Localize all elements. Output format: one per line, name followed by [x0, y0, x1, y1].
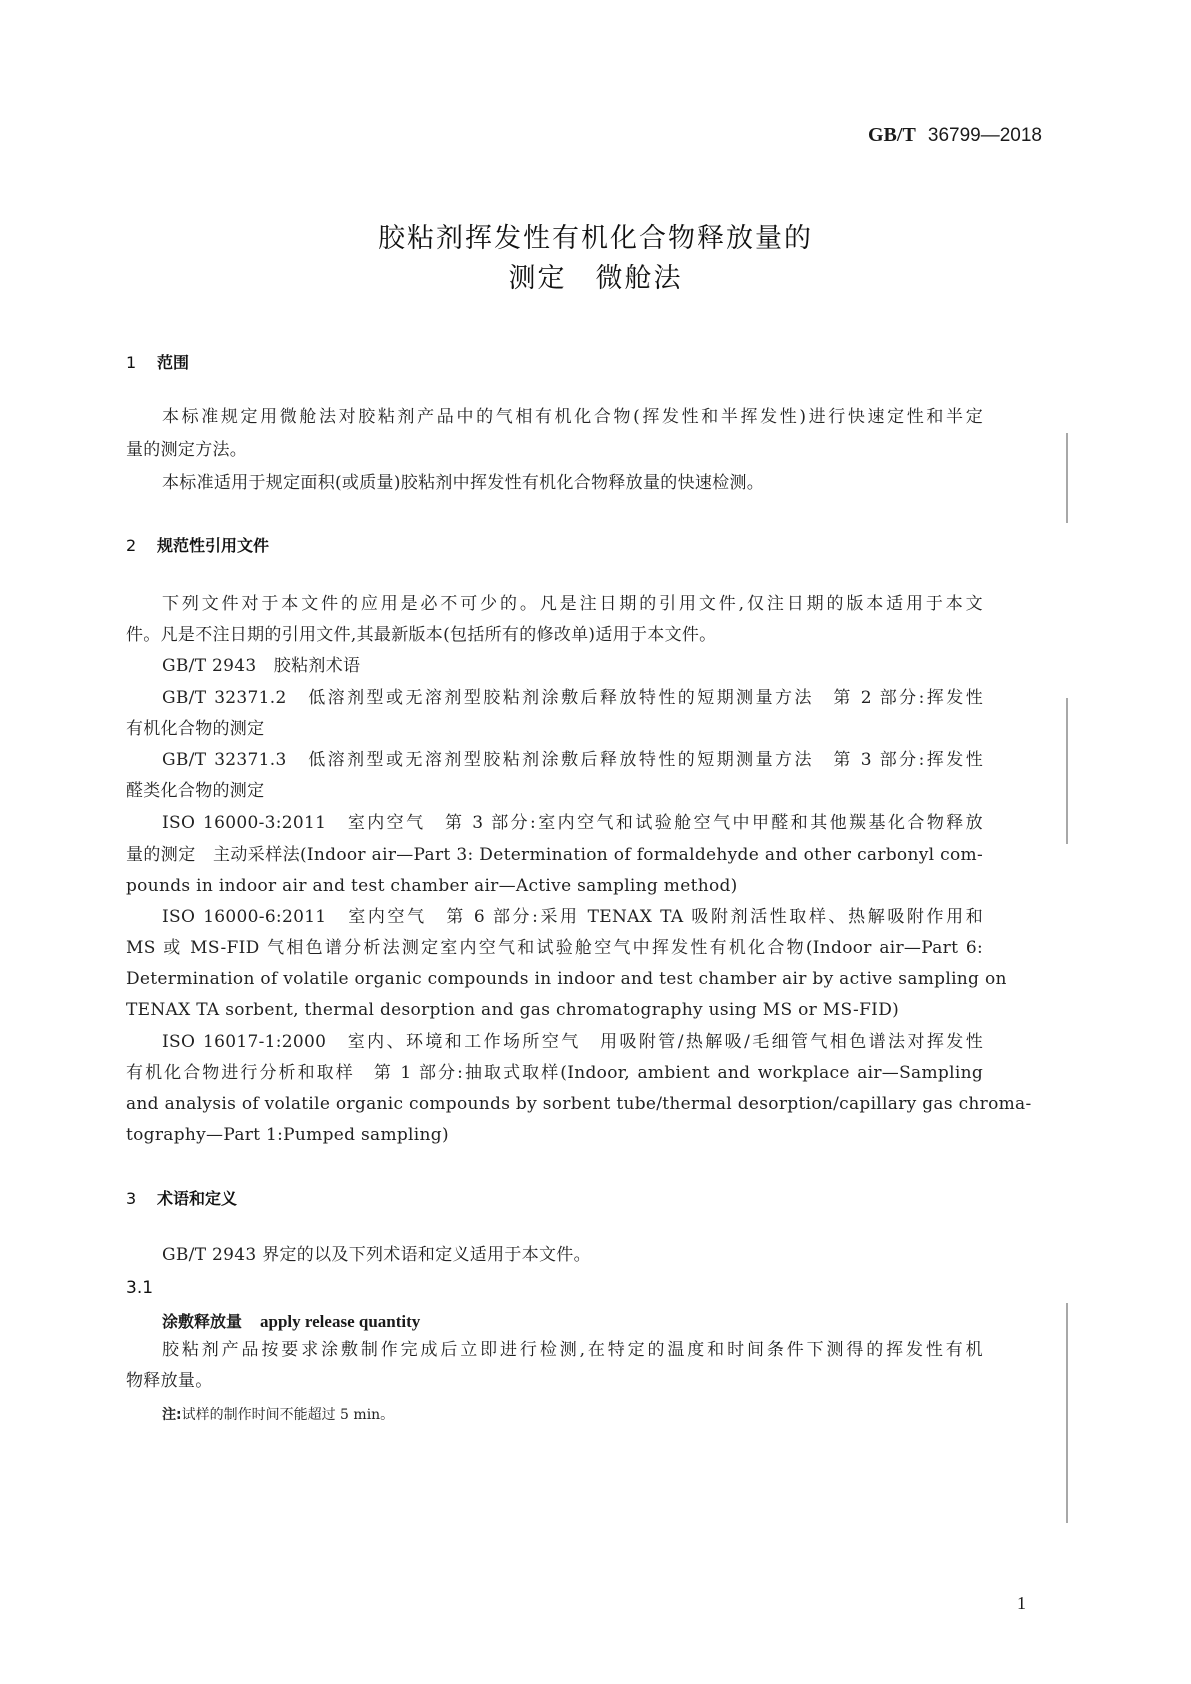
reference-iso-16000-6-line4: TENAX TA sorbent, thermal desorption and gas chromatography using MS or MS-FID) — [126, 1000, 900, 1020]
section-3-heading: 3 术语和定义 — [126, 1189, 238, 1208]
term-definition-line1: 胶粘剂产品按要求涂敷制作完成后立即进行检测,在特定的温度和时间条件下测得的挥发性有机 — [162, 1340, 983, 1360]
terms-intro: GB/T 2943 界定的以及下列术语和定义适用于本文件。 — [162, 1245, 591, 1265]
document-title-line2: 测定 微舱法 — [508, 263, 683, 294]
note-label: 注: — [162, 1407, 182, 1423]
document-title-line1: 胶粘剂挥发性有机化合物释放量的 — [378, 223, 813, 254]
reference-iso-16000-3-line1: ISO 16000-3:2011 室内空气 第 3 部分:室内空气和试验舱空气中甲醛和其他羰基化合物释放 — [162, 813, 983, 833]
clause-number: 3.1 — [126, 1278, 154, 1298]
standard-number: 36799—2018 — [927, 125, 1042, 146]
reference-iso-16000-3-line3: pounds in indoor air and test chamber air—Active sampling method) — [126, 876, 738, 896]
scope-paragraph-applicability: 本标准适用于规定面积(或质量)胶粘剂中挥发性有机化合物释放量的快速检测。 — [162, 473, 765, 493]
section-1-heading: 1 范围 — [126, 353, 190, 372]
normative-intro-line2: 件。凡是不注日期的引用文件,其最新版本(包括所有的修改单)适用于本文件。 — [126, 625, 717, 645]
reference-iso-16017-1-line2: 有机化合物进行分析和取样 第 1 部分:抽取式取样(Indoor, ambient and workplace air—Sampling — [126, 1063, 983, 1083]
reference-iso-16000-3-line2: 量的测定 主动采样法(Indoor air—Part 3: Determination of formaldehyde and other carbonyl com- — [126, 845, 983, 865]
reference-gbt-32371-2-line1: GB/T 32371.2 低溶剂型或无溶剂型胶粘剂涂敷后释放特性的短期测量方法 第 2 部分:挥发性 — [162, 688, 983, 708]
standard-prefix: GB/T — [868, 124, 916, 146]
reference-iso-16017-1-line1: ISO 16017-1:2000 室内、环境和工作场所空气 用吸附管/热解吸/毛细管气相色谱法对挥发性 — [162, 1032, 983, 1052]
term-note — [162, 1404, 394, 1424]
scope-paragraph-line1: 本标准规定用微舱法对胶粘剂产品中的气相有机化合物(挥发性和半挥发性)进行快速定性和半定 — [162, 407, 983, 427]
term-heading — [162, 1309, 420, 1332]
note-text: 试样的制作时间不能超过 5 min。 — [181, 1407, 395, 1423]
term-definition-line2: 物释放量。 — [126, 1371, 213, 1391]
page-number: 1 — [1017, 1593, 1026, 1613]
reference-iso-16017-1-line4: tography—Part 1:Pumped sampling) — [126, 1125, 449, 1145]
term-english: apply release quantity — [260, 1312, 421, 1331]
change-bar-terms — [1066, 1303, 1068, 1523]
section-2-heading: 2 规范性引用文件 — [126, 536, 270, 555]
reference-iso-16000-6-line1: ISO 16000-6:2011 室内空气 第 6 部分:采用 TENAX TA 吸附剂活性取样、热解吸附作用和 — [162, 907, 983, 927]
standard-code — [868, 124, 1042, 147]
reference-gbt-2943: GB/T 2943 胶粘剂术语 — [162, 656, 361, 676]
reference-gbt-32371-3-line1: GB/T 32371.3 低溶剂型或无溶剂型胶粘剂涂敷后释放特性的短期测量方法 第 3 部分:挥发性 — [162, 750, 983, 770]
change-bar-scope — [1066, 433, 1068, 523]
scope-paragraph-line2: 量的测定方法。 — [126, 440, 248, 460]
reference-iso-16000-6-line3: Determination of volatile organic compounds in indoor and test chamber air by active sampling on — [126, 969, 1007, 989]
term-chinese: 涂敷释放量 — [162, 1312, 243, 1331]
reference-iso-16017-1-line3: and analysis of volatile organic compounds by sorbent tube/thermal desorption/capillary gas chroma- — [126, 1094, 1032, 1114]
reference-gbt-32371-2-line2: 有机化合物的测定 — [126, 719, 265, 739]
normative-intro-line1: 下列文件对于本文件的应用是必不可少的。凡是注日期的引用文件,仅注日期的版本适用于本文 — [162, 594, 983, 614]
reference-iso-16000-6-line2: MS 或 MS-FID 气相色谱分析法测定室内空气和试验舱空气中挥发性有机化合物(Indoor air—Part 6: — [126, 938, 983, 958]
change-bar-references — [1066, 698, 1068, 844]
reference-gbt-32371-3-line2: 醛类化合物的测定 — [126, 781, 265, 801]
